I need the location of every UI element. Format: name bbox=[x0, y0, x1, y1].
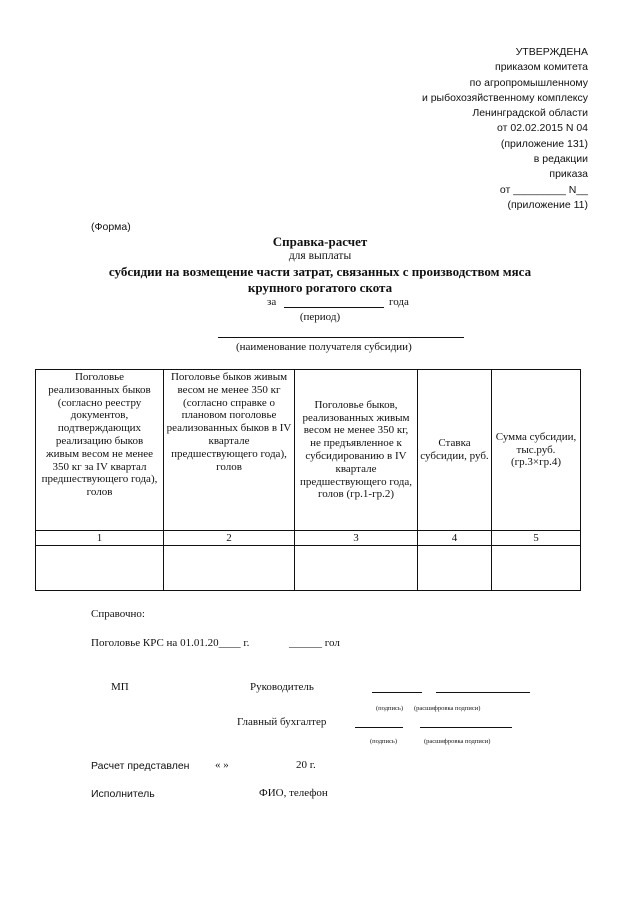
data-cell[interactable] bbox=[164, 546, 295, 591]
chief-decode-caption: (расшифровка подписи) bbox=[424, 738, 491, 745]
submitted-label: Расчет представлен bbox=[91, 760, 190, 772]
approval-line: Ленинградской области bbox=[472, 107, 588, 120]
document-title: Справка-расчет bbox=[272, 234, 368, 249]
table-header-cell: Поголовье реализованных быков (согласно реестру документов, подтверждающих реализацию быков живым весом не менее 350 кг за IV квартал предшествующего года), голов bbox=[36, 370, 164, 531]
table-header-cell: Поголовье быков живым весом не менее 350 кг (согласно справке о плановом поголовье реализованных быков в IV квартале предшествующего года), голов bbox=[164, 370, 295, 531]
subsidy-table bbox=[35, 369, 581, 591]
approval-line: и рыбохозяйственному комплексу bbox=[421, 91, 588, 104]
krs-suffix: ______ гол bbox=[289, 637, 340, 649]
fio-label: ФИО, телефон bbox=[259, 787, 328, 799]
recipient-field[interactable] bbox=[218, 337, 464, 338]
approval-line: приказом комитета bbox=[495, 61, 588, 74]
table-data-row bbox=[36, 546, 581, 591]
approval-line: УТВЕРЖДЕНА bbox=[515, 46, 588, 58]
approval-line: (приложение 11) bbox=[507, 198, 588, 211]
head-label: Руководитель bbox=[250, 681, 314, 693]
krs-label: Поголовье КРС на 01.01.20____ г. bbox=[91, 637, 250, 649]
data-cell[interactable] bbox=[295, 546, 418, 591]
approval-line: от 02.02.2015 N 04 bbox=[497, 122, 588, 135]
reference-label: Справочно: bbox=[91, 608, 145, 620]
document-subtitle: для выплаты bbox=[288, 250, 352, 262]
data-cell[interactable] bbox=[36, 546, 164, 591]
data-cell[interactable] bbox=[492, 546, 581, 591]
table-header-row bbox=[36, 370, 581, 531]
chief-decode-field[interactable] bbox=[420, 727, 512, 728]
column-number: 5 bbox=[492, 531, 581, 546]
stamp-mp: МП bbox=[111, 681, 129, 693]
executor-label: Исполнитель bbox=[91, 788, 155, 800]
chief-accountant-label: Главный бухгалтер bbox=[237, 716, 327, 728]
document-title-line3: субсидии на возмещение части затрат, связанных с производством мяса bbox=[108, 264, 532, 279]
approval-line: в редакции bbox=[533, 153, 588, 166]
period-prefix: за bbox=[267, 296, 277, 308]
period-suffix: года bbox=[389, 296, 409, 308]
period-caption: (период) bbox=[299, 311, 341, 323]
approval-line: (приложение 131) bbox=[500, 137, 588, 150]
chief-signature-field[interactable] bbox=[355, 727, 403, 728]
recipient-caption: (наименование получателя субсидии) bbox=[236, 341, 412, 353]
column-number: 3 bbox=[295, 531, 418, 546]
table-number-row bbox=[36, 531, 581, 546]
column-number: 4 bbox=[418, 531, 492, 546]
table-header-cell: Ставка субсидии, руб. bbox=[418, 370, 492, 531]
head-signature-field[interactable] bbox=[372, 692, 422, 693]
approval-line: приказа bbox=[549, 168, 588, 181]
head-decode-caption: (расшифровка подписи) bbox=[414, 705, 481, 712]
approval-line: от _________ N__ bbox=[499, 183, 588, 196]
head-sign-caption: (подпись) bbox=[376, 705, 403, 712]
date-quotes: « » bbox=[215, 759, 229, 771]
approval-block bbox=[422, 45, 588, 213]
approval-line: по агропромышленному bbox=[469, 76, 588, 89]
table-header-cell: Сумма субсидии, тыс.руб. (гр.3×гр.4) bbox=[492, 370, 581, 531]
period-field[interactable] bbox=[284, 307, 384, 308]
column-number: 1 bbox=[36, 531, 164, 546]
date-year: 20 г. bbox=[296, 759, 316, 771]
head-decode-field[interactable] bbox=[436, 692, 530, 693]
column-number: 2 bbox=[164, 531, 295, 546]
form-label: (Форма) bbox=[91, 221, 131, 233]
chief-sign-caption: (подпись) bbox=[370, 738, 397, 745]
data-cell[interactable] bbox=[418, 546, 492, 591]
table-header-cell: Поголовье быков, реализованных живым весом не менее 350 кг, не предъявленное к субсидированию в IV квартале предшествующего года, голов (гр.1-гр.2) bbox=[295, 370, 418, 531]
document-title-line4: крупного рогатого скота bbox=[247, 280, 393, 295]
